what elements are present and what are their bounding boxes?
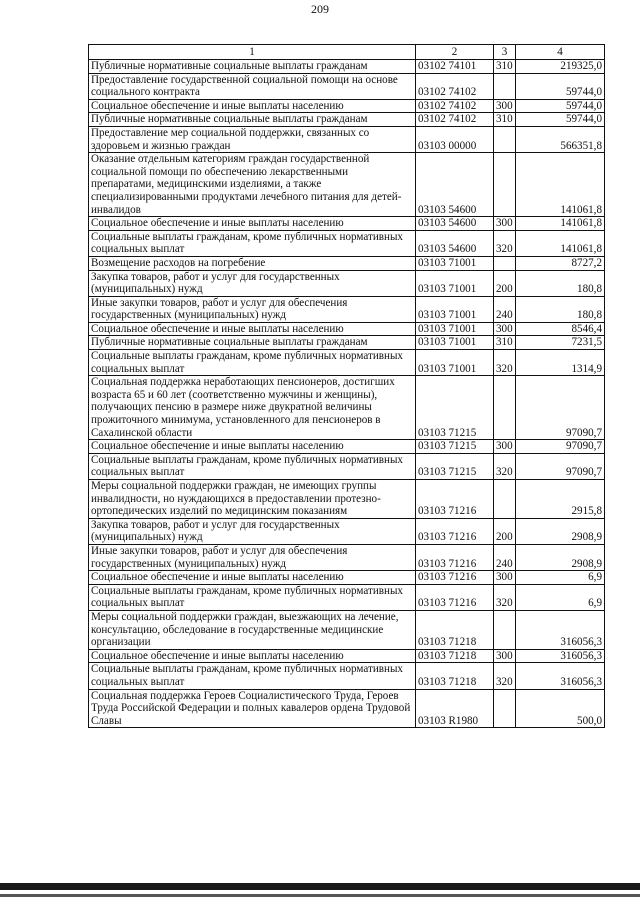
row-amount-cell: 141061,8 <box>516 230 605 256</box>
row-amount-cell: 59744,0 <box>516 113 605 127</box>
row-amount-cell: 2908,9 <box>516 518 605 544</box>
row-amount-cell: 97090,7 <box>516 376 605 440</box>
row-code-cell: 03103 54600 <box>416 153 494 217</box>
row-name-cell: Социальные выплаты гражданам, кроме публичных нормативных социальных выплат <box>89 663 416 689</box>
row-type-cell <box>494 689 516 728</box>
row-amount-cell: 8546,4 <box>516 322 605 336</box>
row-amount-cell: 2915,8 <box>516 480 605 519</box>
table-row <box>89 60 605 74</box>
row-amount-cell: 1314,9 <box>516 350 605 376</box>
row-name-cell: Социальное обеспечение и иные выплаты населению <box>89 649 416 663</box>
row-name-cell: Социальное обеспечение и иные выплаты населению <box>89 440 416 454</box>
header-col-name: 1 <box>89 45 416 60</box>
row-type-cell: 200 <box>494 270 516 296</box>
table-row <box>89 584 605 610</box>
row-amount-cell: 219325,0 <box>516 60 605 74</box>
table-row <box>89 230 605 256</box>
row-name-cell: Социальное обеспечение и иные выплаты населению <box>89 322 416 336</box>
row-type-cell: 300 <box>494 217 516 231</box>
row-amount-cell: 59744,0 <box>516 73 605 99</box>
row-amount-cell: 316056,3 <box>516 610 605 649</box>
row-name-cell: Социальные выплаты гражданам, кроме публичных нормативных социальных выплат <box>89 453 416 479</box>
row-amount-cell: 566351,8 <box>516 126 605 152</box>
table-row <box>89 270 605 296</box>
row-code-cell: 03103 54600 <box>416 230 494 256</box>
row-name-cell: Публичные нормативные социальные выплаты гражданам <box>89 60 416 74</box>
row-type-cell <box>494 376 516 440</box>
row-amount-cell: 316056,3 <box>516 649 605 663</box>
row-amount-cell: 141061,8 <box>516 153 605 217</box>
row-type-cell: 200 <box>494 518 516 544</box>
table-row <box>89 440 605 454</box>
row-code-cell: 03102 74102 <box>416 73 494 99</box>
row-type-cell: 300 <box>494 440 516 454</box>
table-row <box>89 217 605 231</box>
row-amount-cell: 180,8 <box>516 296 605 322</box>
table-row <box>89 453 605 479</box>
row-name-cell: Меры социальной поддержки граждан, выезжающих на лечение, консультацию, обследование в государственные медицинские организации <box>89 610 416 649</box>
row-code-cell: 03103 71218 <box>416 663 494 689</box>
row-type-cell: 300 <box>494 649 516 663</box>
table-row <box>89 256 605 270</box>
row-code-cell: 03103 71216 <box>416 584 494 610</box>
row-type-cell: 320 <box>494 230 516 256</box>
row-name-cell: Социальная поддержка Героев Социалистического Труда, Героев Труда Российской Федерации и полных кавалеров ордена Трудовой Славы <box>89 689 416 728</box>
row-code-cell: 03103 00000 <box>416 126 494 152</box>
row-type-cell: 310 <box>494 336 516 350</box>
row-name-cell: Предоставление мер социальной поддержки, связанных со здоровьем и жизнью граждан <box>89 126 416 152</box>
row-name-cell: Закупка товаров, работ и услуг для государственных (муниципальных) нужд <box>89 518 416 544</box>
row-code-cell: 03103 71215 <box>416 376 494 440</box>
row-type-cell: 240 <box>494 544 516 570</box>
row-code-cell: 03103 71215 <box>416 453 494 479</box>
row-name-cell: Социальное обеспечение и иные выплаты населению <box>89 99 416 113</box>
header-col-amount: 4 <box>516 45 605 60</box>
table-row <box>89 99 605 113</box>
row-name-cell: Социальное обеспечение и иные выплаты населению <box>89 217 416 231</box>
row-amount-cell: 500,0 <box>516 689 605 728</box>
row-type-cell: 320 <box>494 584 516 610</box>
table-row <box>89 544 605 570</box>
row-type-cell: 240 <box>494 296 516 322</box>
row-amount-cell: 59744,0 <box>516 99 605 113</box>
row-name-cell: Иные закупки товаров, работ и услуг для обеспечения государственных (муниципальных) нужд <box>89 296 416 322</box>
table-row <box>89 153 605 217</box>
row-type-cell <box>494 126 516 152</box>
header-col-code: 2 <box>416 45 494 60</box>
row-code-cell: 03103 71216 <box>416 544 494 570</box>
row-type-cell: 320 <box>494 663 516 689</box>
table-row <box>89 350 605 376</box>
row-type-cell <box>494 480 516 519</box>
table-row <box>89 336 605 350</box>
row-type-cell: 300 <box>494 571 516 585</box>
row-type-cell: 300 <box>494 99 516 113</box>
table-row <box>89 518 605 544</box>
row-name-cell: Предоставление государственной социальной помощи на основе социального контракта <box>89 73 416 99</box>
row-type-cell: 310 <box>494 113 516 127</box>
row-name-cell: Закупка товаров, работ и услуг для государственных (муниципальных) нужд <box>89 270 416 296</box>
budget-table <box>88 44 605 728</box>
row-code-cell: 03103 71216 <box>416 518 494 544</box>
table-row <box>89 322 605 336</box>
row-amount-cell: 180,8 <box>516 270 605 296</box>
row-amount-cell: 316056,3 <box>516 663 605 689</box>
row-amount-cell: 6,9 <box>516 584 605 610</box>
row-name-cell: Социальные выплаты гражданам, кроме публичных нормативных социальных выплат <box>89 230 416 256</box>
page-number: 209 <box>311 2 329 16</box>
row-code-cell: 03103 71001 <box>416 336 494 350</box>
row-name-cell: Иные закупки товаров, работ и услуг для обеспечения государственных (муниципальных) нужд <box>89 544 416 570</box>
row-code-cell: 03102 74101 <box>416 60 494 74</box>
row-code-cell: 03103 71216 <box>416 571 494 585</box>
row-name-cell: Социальное обеспечение и иные выплаты населению <box>89 571 416 585</box>
row-code-cell: 03103 71001 <box>416 322 494 336</box>
row-code-cell: 03103 71215 <box>416 440 494 454</box>
row-amount-cell: 6,9 <box>516 571 605 585</box>
scan-edge-bar <box>0 883 640 890</box>
table-row <box>89 649 605 663</box>
row-name-cell: Социальная поддержка неработающих пенсионеров, достигших возраста 65 и 60 лет (соответственно мужчины и женщины), получающих пенсию в размере ниже двукратной величины прожиточного минимума, установленного для пенсионеров в Сахалинской области <box>89 376 416 440</box>
row-name-cell: Публичные нормативные социальные выплаты гражданам <box>89 113 416 127</box>
scan-edge-shadow <box>0 894 640 897</box>
table-row <box>89 610 605 649</box>
row-amount-cell: 7231,5 <box>516 336 605 350</box>
row-type-cell <box>494 73 516 99</box>
row-amount-cell: 2908,9 <box>516 544 605 570</box>
table-row <box>89 571 605 585</box>
row-code-cell: 03102 74102 <box>416 99 494 113</box>
row-code-cell: 03103 71001 <box>416 296 494 322</box>
row-code-cell: 03103 54600 <box>416 217 494 231</box>
row-code-cell: 03103 71001 <box>416 350 494 376</box>
row-code-cell: 03103 71001 <box>416 256 494 270</box>
row-type-cell: 310 <box>494 60 516 74</box>
row-code-cell: 03103 71001 <box>416 270 494 296</box>
row-name-cell: Социальные выплаты гражданам, кроме публичных нормативных социальных выплат <box>89 350 416 376</box>
table-row <box>89 126 605 152</box>
table-row <box>89 113 605 127</box>
row-amount-cell: 8727,2 <box>516 256 605 270</box>
row-name-cell: Социальные выплаты гражданам, кроме публичных нормативных социальных выплат <box>89 584 416 610</box>
row-name-cell: Возмещение расходов на погребение <box>89 256 416 270</box>
row-amount-cell: 141061,8 <box>516 217 605 231</box>
row-code-cell: 03103 71218 <box>416 610 494 649</box>
row-code-cell: 03103 R1980 <box>416 689 494 728</box>
row-name-cell: Публичные нормативные социальные выплаты гражданам <box>89 336 416 350</box>
table-row <box>89 689 605 728</box>
header-row <box>89 45 605 60</box>
header-col-type: 3 <box>494 45 516 60</box>
table-row <box>89 376 605 440</box>
row-type-cell <box>494 256 516 270</box>
row-amount-cell: 97090,7 <box>516 453 605 479</box>
row-name-cell: Меры социальной поддержки граждан, не имеющих группы инвалидности, но нуждающихся в предоставлении протезно-ортопедических изделий по медицинским показаниям <box>89 480 416 519</box>
row-type-cell: 320 <box>494 350 516 376</box>
table-row <box>89 480 605 519</box>
row-type-cell: 300 <box>494 322 516 336</box>
row-name-cell: Оказание отдельным категориям граждан государственной социальной помощи по обеспечению лекарственными препаратами, медицинскими изделиями, а также специализированными продуктами лечебного питания для детей-инвалидов <box>89 153 416 217</box>
table-row <box>89 296 605 322</box>
table-row <box>89 73 605 99</box>
row-code-cell: 03102 74102 <box>416 113 494 127</box>
row-amount-cell: 97090,7 <box>516 440 605 454</box>
row-type-cell: 320 <box>494 453 516 479</box>
table-row <box>89 663 605 689</box>
row-code-cell: 03103 71216 <box>416 480 494 519</box>
row-code-cell: 03103 71218 <box>416 649 494 663</box>
row-type-cell <box>494 610 516 649</box>
row-type-cell <box>494 153 516 217</box>
